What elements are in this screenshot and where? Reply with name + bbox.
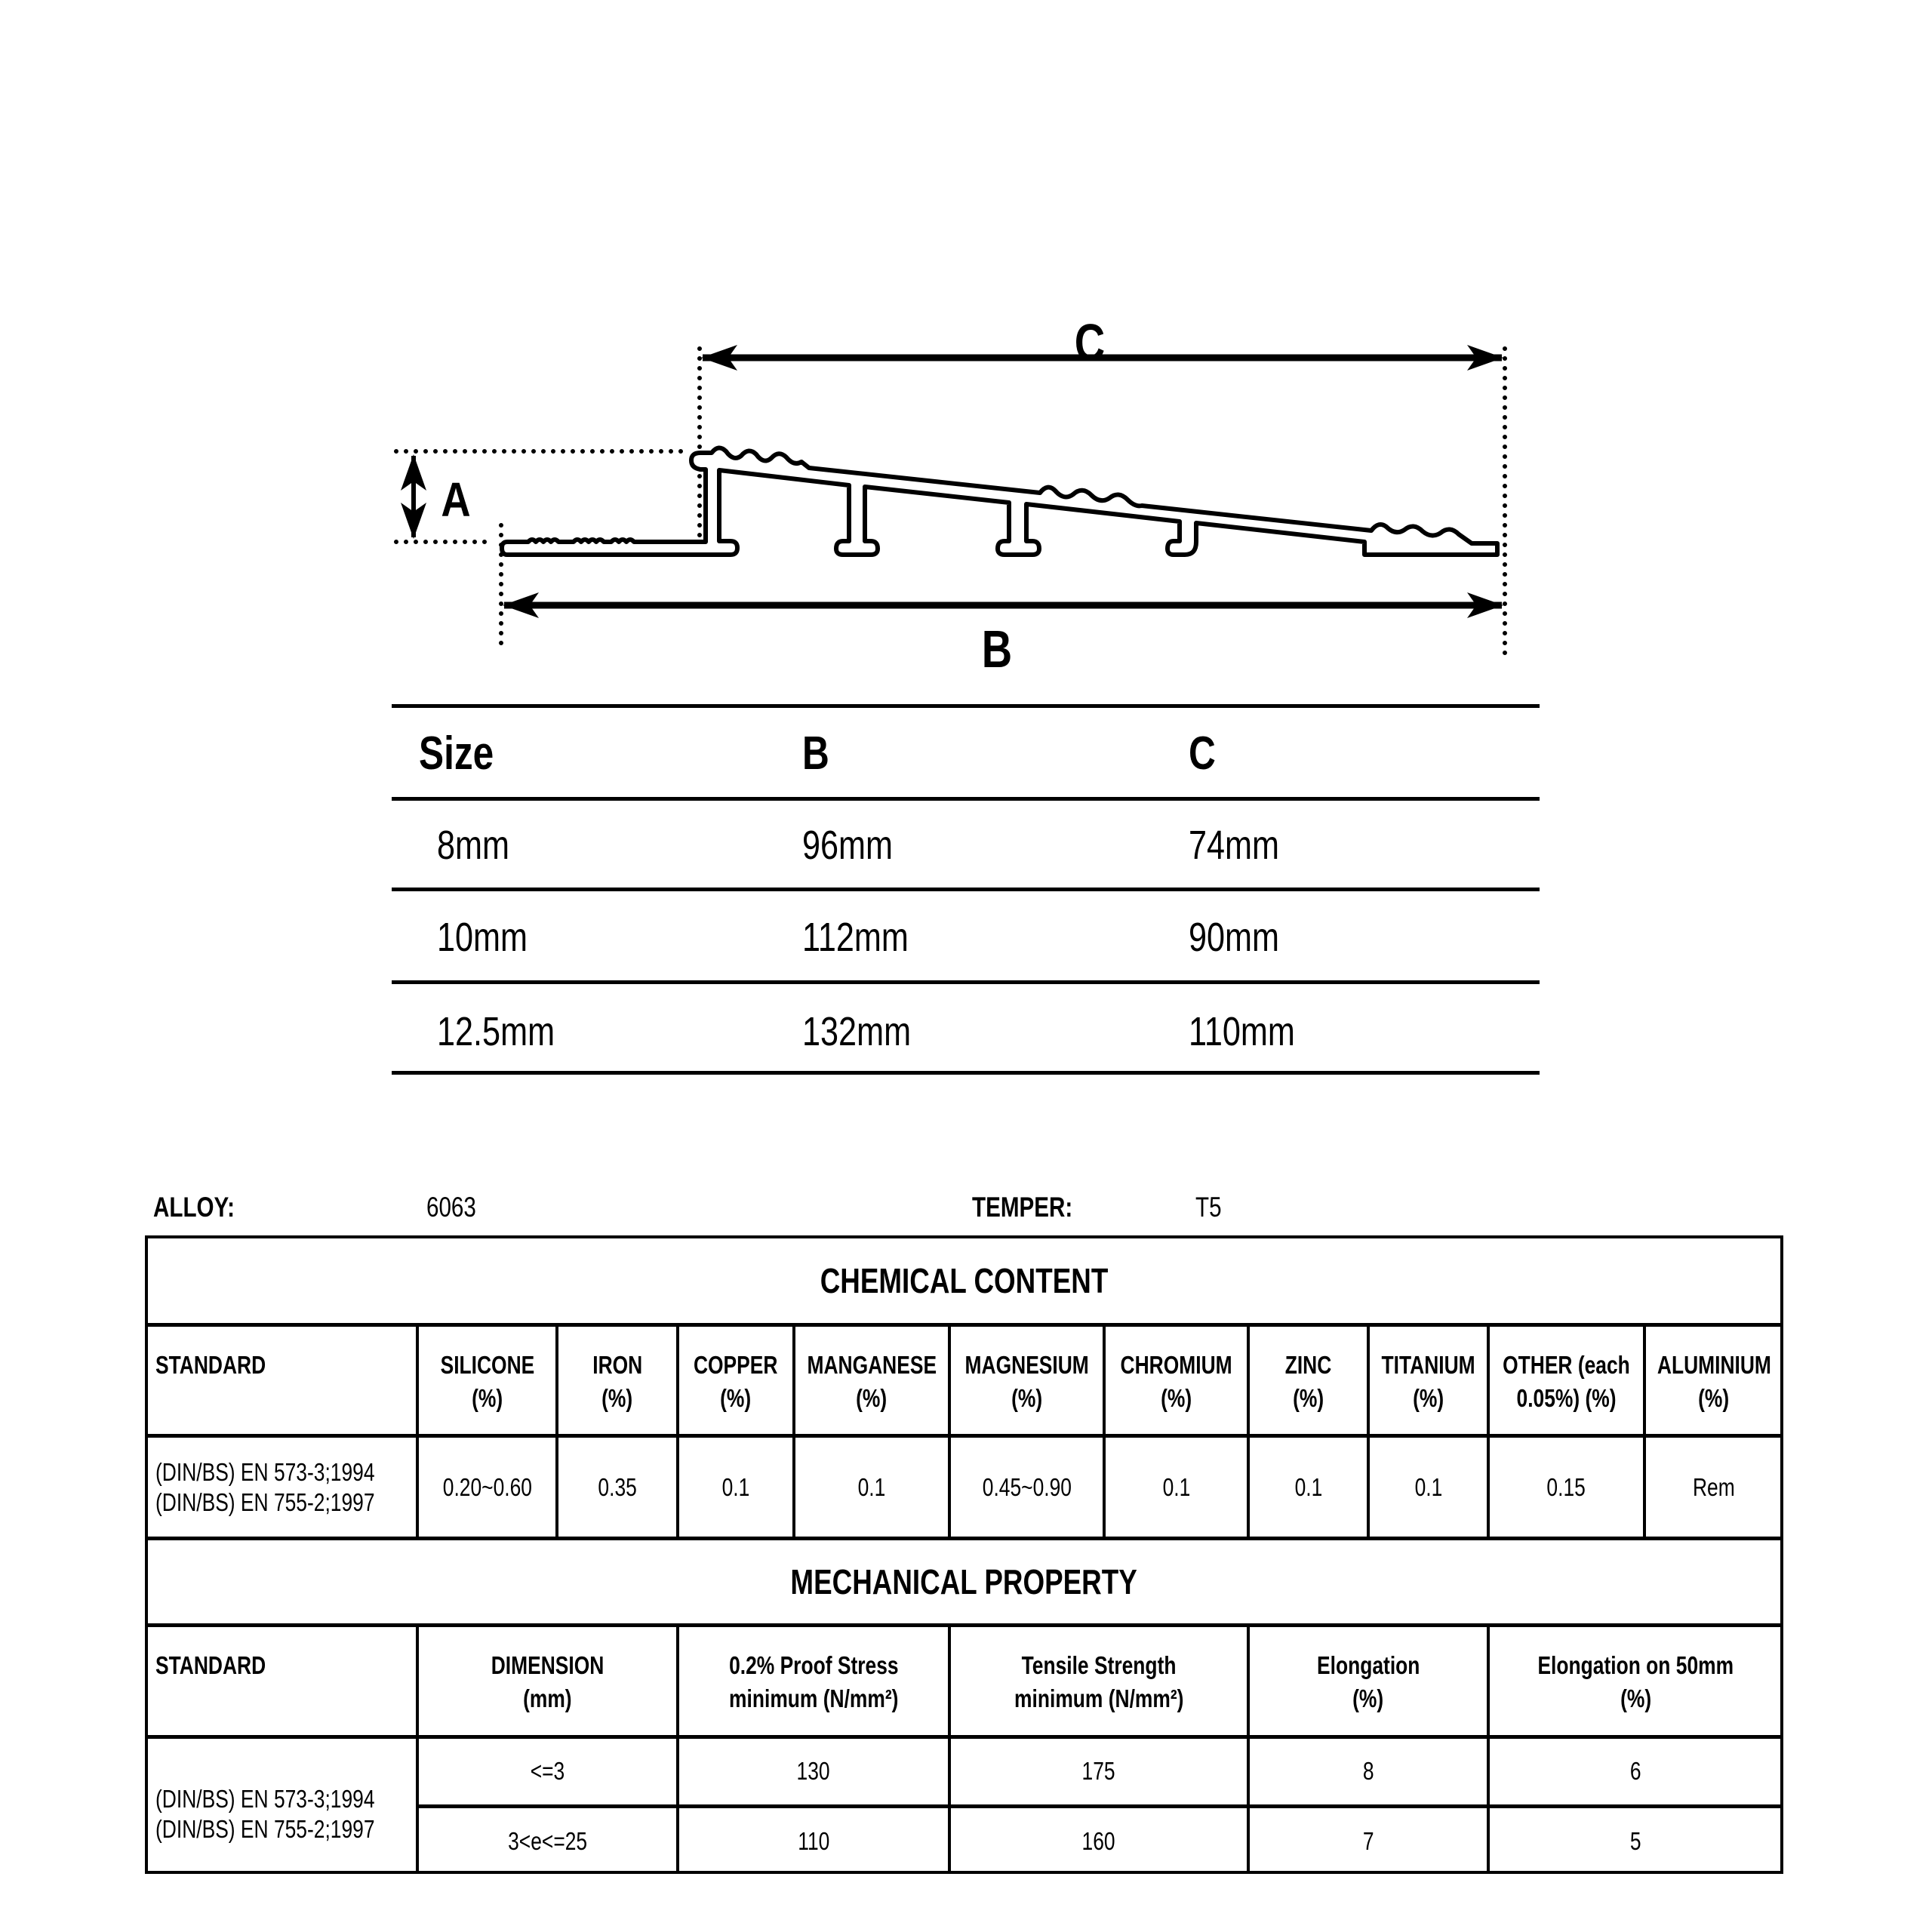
chemical-header-cell-line2: (%) (1698, 1384, 1730, 1412)
size-table-cell: 10mm (437, 915, 528, 960)
standard-line: (DIN/BS) EN 755-2;1997 (155, 1487, 375, 1516)
mechanical-value-cell (679, 1808, 948, 1874)
mechanical-value: 8 (1362, 1757, 1374, 1785)
mechanical-value-cell (1490, 1808, 1782, 1874)
size-table-header-c: C (1189, 728, 1216, 780)
chemical-value-cell (951, 1438, 1103, 1537)
chemical-header-cell (558, 1326, 676, 1434)
chemical-header-cell (795, 1326, 948, 1434)
chemical-header-cell-line1: MAGNESIUM (964, 1351, 1089, 1379)
chemical-header-cell-line1: ALUMINIUM (1657, 1351, 1771, 1379)
chemical-standard-cell (146, 1438, 416, 1537)
extension-lines (396, 349, 1505, 658)
mechanical-value-cell (679, 1738, 948, 1804)
temper-value: T5 (1195, 1192, 1222, 1223)
standard-line: (DIN/BS) EN 573-3;1994 (155, 1457, 375, 1486)
profile-outline (502, 448, 1497, 555)
standard-line: (DIN/BS) EN 755-2;1997 (155, 1815, 375, 1843)
mechanical-header-cell (1250, 1626, 1487, 1735)
size-table-cell: 8mm (437, 823, 509, 868)
chemical-value-cell (1250, 1438, 1367, 1537)
mechanical-property-title-cell (148, 1540, 1780, 1623)
chemical-value: 0.35 (598, 1472, 637, 1501)
chemical-header-cell-line1: CHROMIUM (1120, 1351, 1232, 1379)
mechanical-header-cell-line1: Elongation on 50mm (1537, 1651, 1734, 1679)
chemical-value: 0.1 (1414, 1472, 1442, 1501)
dimension-label-a: A (441, 472, 471, 528)
mechanical-value: <=3 (530, 1757, 565, 1785)
chemical-header-cell-line1: SILICONE (440, 1351, 534, 1379)
chemical-value-cell (1106, 1438, 1247, 1537)
mechanical-header-cell (419, 1626, 676, 1735)
chemical-header-cell-line2: (%) (1011, 1384, 1043, 1412)
chemical-header-cell-line1: STANDARD (155, 1351, 266, 1379)
alloy-label: ALLOY: (153, 1192, 235, 1223)
chemical-header-cell (146, 1326, 416, 1434)
chemical-header-cell-line2: (%) (1292, 1384, 1324, 1412)
size-table-cell: 110mm (1189, 1009, 1295, 1054)
chemical-header-cell-line1: ZINC (1284, 1351, 1332, 1379)
chemical-header-cell-line2: (%) (1412, 1384, 1444, 1412)
chemical-value-cell (1370, 1438, 1487, 1537)
chemical-header-cell-line2: (%) (471, 1384, 503, 1412)
temper-label: TEMPER: (972, 1192, 1073, 1223)
mechanical-header-cell-line1: Tensile Strength (1021, 1651, 1177, 1679)
chemical-header-cell-line2: 0.05%) (%) (1516, 1384, 1617, 1412)
mechanical-value-cell (951, 1808, 1247, 1874)
chemical-header-cell-line2: (%) (856, 1384, 888, 1412)
chemical-header-cell (951, 1326, 1103, 1434)
size-table-row-rule (392, 888, 1540, 891)
mechanical-header-cell-line2: minimum (N/mm²) (1014, 1684, 1184, 1712)
size-table-header-size: Size (419, 728, 494, 780)
chemical-value: Rem (1693, 1472, 1735, 1501)
chemical-header-cell-line2: (%) (601, 1384, 633, 1412)
mechanical-header-cell-line2: (%) (1620, 1684, 1652, 1712)
chemical-header-cell (1646, 1326, 1782, 1434)
mechanical-value-cell (419, 1738, 676, 1804)
dimension-label-b: B (981, 620, 1013, 679)
specification-table (145, 1235, 1783, 1874)
chemical-value: 0.1 (1294, 1472, 1322, 1501)
chemical-value-cell (795, 1438, 948, 1537)
chemical-value: 0.1 (1162, 1472, 1190, 1501)
chemical-header-cell (419, 1326, 555, 1434)
chemical-content-title: CHEMICAL CONTENT (820, 1261, 1109, 1300)
mechanical-value: 3<e<=25 (507, 1826, 587, 1855)
size-table-cell: 74mm (1189, 823, 1280, 868)
chemical-header-cell-line1: COPPER (694, 1351, 778, 1379)
mechanical-value-cell (1250, 1738, 1487, 1804)
size-table-header-rule (392, 797, 1540, 801)
chemical-header-cell (1106, 1326, 1247, 1434)
chemical-value-cell (558, 1438, 676, 1537)
size-table-cell: 90mm (1189, 915, 1280, 960)
chemical-header-cell-line2: (%) (1160, 1384, 1192, 1412)
dimension-label-c: C (1074, 314, 1106, 373)
mechanical-value: 110 (797, 1826, 830, 1855)
mechanical-header-cell-line2: (mm) (523, 1684, 572, 1712)
size-table-cell: 112mm (802, 915, 909, 960)
size-table-header-b: B (802, 728, 829, 780)
mechanical-header-cell (1490, 1626, 1782, 1735)
chemical-header-cell (1250, 1326, 1367, 1434)
size-table-cell: 96mm (802, 823, 894, 868)
size-table-cell: 12.5mm (437, 1009, 555, 1054)
size-table-cell: 132mm (802, 1009, 912, 1054)
size-table-bottom-rule (392, 1071, 1540, 1075)
mechanical-header-cell-line1: DIMENSION (491, 1651, 605, 1679)
mechanical-header-cell-line2: minimum (N/mm²) (728, 1684, 899, 1712)
mechanical-value-cell (1490, 1738, 1782, 1804)
standard-line: (DIN/BS) EN 573-3;1994 (155, 1785, 375, 1813)
size-table-top-rule (392, 704, 1540, 708)
mechanical-value: 7 (1362, 1826, 1374, 1855)
mechanical-header-cell-line1: 0.2% Proof Stress (728, 1651, 899, 1679)
chemical-header-cell-line1: OTHER (each (1503, 1351, 1630, 1379)
mechanical-header-cell (146, 1626, 416, 1735)
mechanical-value-cell (951, 1738, 1247, 1804)
chemical-value: 0.1 (721, 1472, 750, 1501)
chemical-value-cell (1490, 1438, 1643, 1537)
chemical-value: 0.20~0.60 (442, 1472, 532, 1501)
chemical-value: 0.45~0.90 (982, 1472, 1072, 1501)
chemical-header-cell-line1: MANGANESE (807, 1351, 937, 1379)
ramp-profile-diagram (0, 0, 1932, 724)
chemical-value-cell (679, 1438, 792, 1537)
chemical-value: 0.15 (1546, 1472, 1586, 1501)
chemical-header-cell-line1: IRON (592, 1351, 642, 1379)
size-table-row-rule (392, 980, 1540, 984)
mechanical-header-cell (679, 1626, 948, 1735)
mechanical-value: 5 (1630, 1826, 1641, 1855)
mechanical-header-cell-line1: Elongation (1316, 1651, 1420, 1679)
chemical-value-cell (1646, 1438, 1782, 1537)
mechanical-value-cell (1250, 1808, 1487, 1874)
chemical-header-cell-line1: TITANIUM (1381, 1351, 1475, 1379)
mechanical-header-cell-line1: STANDARD (155, 1651, 266, 1679)
mechanical-property-title: MECHANICAL PROPERTY (790, 1562, 1138, 1601)
mechanical-header-cell (951, 1626, 1247, 1735)
chemical-header-cell (1370, 1326, 1487, 1434)
mechanical-standard-cell (146, 1738, 416, 1874)
mechanical-value: 6 (1630, 1757, 1641, 1785)
mechanical-value: 160 (1081, 1826, 1116, 1855)
mechanical-header-cell-line2: (%) (1352, 1684, 1384, 1712)
chemical-header-cell (1490, 1326, 1643, 1434)
chemical-content-title-cell (148, 1238, 1780, 1323)
mechanical-value-cell (419, 1808, 676, 1874)
chemical-value-cell (419, 1438, 555, 1537)
chemical-header-cell-line2: (%) (720, 1384, 752, 1412)
mechanical-value: 175 (1081, 1757, 1116, 1785)
chemical-value: 0.1 (857, 1472, 886, 1501)
alloy-value: 6063 (426, 1192, 476, 1223)
mechanical-value: 130 (796, 1757, 831, 1785)
chemical-header-cell (679, 1326, 792, 1434)
